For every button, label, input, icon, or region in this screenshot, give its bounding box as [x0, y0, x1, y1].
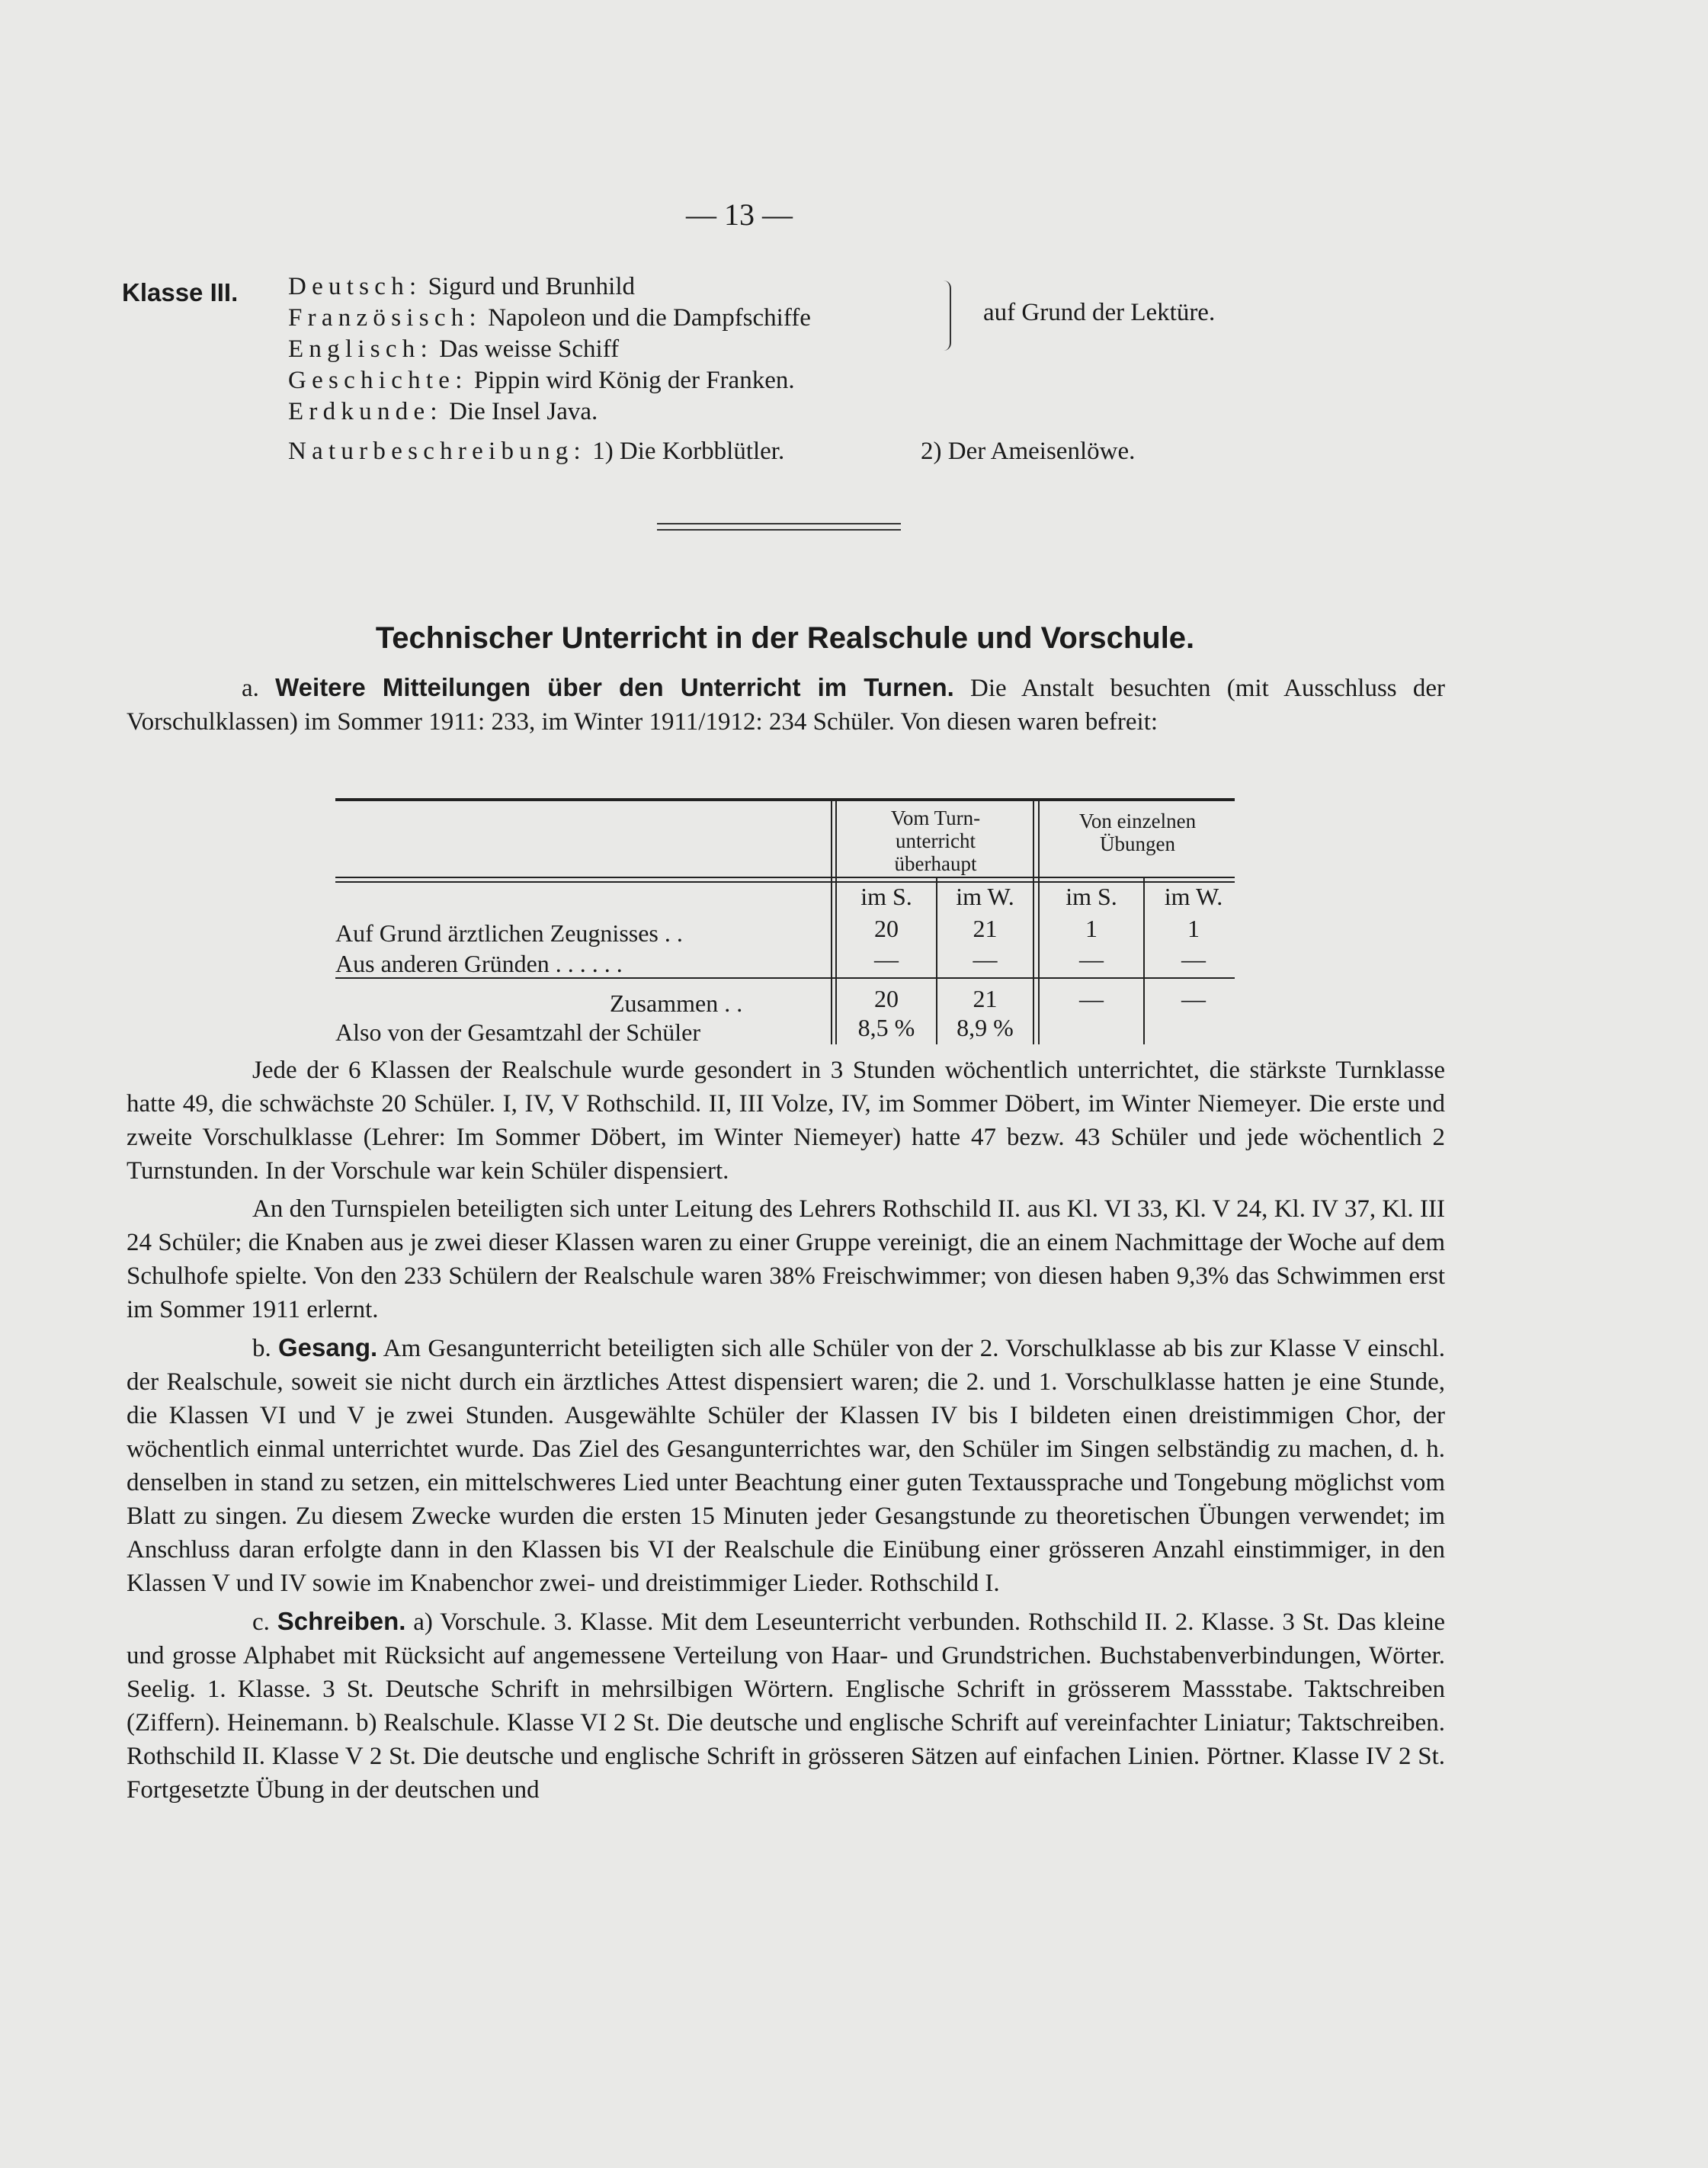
- table-cell: 21: [973, 985, 998, 1012]
- subject-topic: Napoleon und die Dampfschiffe: [488, 304, 811, 332]
- subject-topic: Pippin wird König der Franken.: [473, 367, 795, 394]
- gesang-text: Am Gesangunterricht beteiligten sich alle Schüler von der 2. Vorschulklasse ab bis zur Klasse V einschl. der Realschule, soweit sie nicht durch ein ärztliches Attest dispensiert waren; die 2. und 1. Vorschulklasse hatten je eine Stunde, die Klassen VI und V je zwei Stunden. Ausgewählte Schüler der Klassen IV bis I bildeten einen dreistimmigen Chor, der wöchentlich einmal unterrichtet wurde. Das Ziel des Gesangunterrichtes war, den Schüler im Singen selbständig zu machen, d. h. denselben in stand zu setzen, ein mittelschweres Lied unter Beachtung einer guten Textaussprache und Tongebung möglichst vom Blatt zu singen. Zu diesem Zwecke wurden die ersten 15 Minuten jeder Gesangstunde zu theoretischen Übungen verwendet; im Anschluss daran erfolgte dann in den Klassen bis VI der Realschule die Einübung einer grösseren Anzahl einstimmiger, in den Klassen V und IV sowie im Knabenchor zwei- und dreistimmiger Lieder. Rothschild I.: [127, 1335, 1446, 1597]
- table-cell: 1: [1187, 915, 1200, 942]
- table-cell: 1: [1085, 915, 1098, 942]
- table-cell: —: [1079, 985, 1104, 1012]
- paragraph-turnklassen: Jede der 6 Klassen der Realschule wurde gesondert in 3 Stunden wöchentlich unterrichtet, die stärkste Turnklasse hatte 49, die schwächste 20 Schüler. I, IV, V Rothschild. II, III Volze, IV, im Sommer Döbert, im Winter Niemeyer. Die erste und zweite Vorschulklasse (Lehrer: Im Sommer Döbert, im Winter Niemeyer) hatte 47 bezw. 43 Schüler und jede wöchentlich 2 Turnstunden. In der Vorschule war kein Schüler dispensiert.: [127, 1057, 1445, 1185]
- paragraph-turnspiele: An den Turnspielen beteiligten sich unter Leitung des Lehrers Rothschild II. aus Kl. VI 33, Kl. V 24, Kl. IV 37, Kl. III 24 Schüler; die Knaben aus je zwei dieser Klassen waren zu einer Gruppe vereinigt, die an einem Nachmittage der Woche auf dem Schulhofe spielte. Von den 233 Schülern der Realschule waren 38% Freischwimmer; von diesen haben 9,3% das Schwimmen erst im Sommer 1911 erlernt.: [127, 1195, 1445, 1323]
- subject-topic: Das weisse Schiff: [439, 335, 620, 363]
- brace: [942, 281, 951, 351]
- table-cell: 8,9 %: [957, 1014, 1014, 1041]
- subheader-cell: im W.: [956, 883, 1014, 910]
- row-label: Auf Grund ärztlichen Zeugnisses . .: [335, 919, 683, 947]
- subject-label: Englisch:: [288, 335, 433, 363]
- paragraph-gesang: [127, 1331, 1445, 1600]
- subject-topic: 1) Die Korbblütler.: [592, 438, 785, 465]
- page-number: — 13 —: [686, 197, 793, 232]
- subject-label: Deutsch:: [288, 273, 422, 300]
- table-sum-rule: [335, 977, 1235, 979]
- bracket-note: auf Grund der Lektüre.: [983, 299, 1216, 326]
- pct-label: Also von der Gesamtzahl der Schüler: [335, 1018, 700, 1046]
- table-cell: —: [973, 945, 998, 973]
- table-col-rule: [831, 798, 832, 1044]
- gesang-title: Gesang.: [277, 1333, 378, 1361]
- table-cell: —: [1181, 985, 1206, 1012]
- subject-label: Geschichte:: [288, 367, 468, 394]
- table-cell: 8,5 %: [857, 1014, 915, 1041]
- subheader-cell: im S.: [860, 883, 912, 910]
- table-cell: —: [1079, 945, 1104, 973]
- row-label: Aus anderen Gründen . . . . . .: [335, 950, 623, 977]
- subject-label: Französisch:: [288, 304, 482, 332]
- turnen-intro: [127, 671, 1445, 739]
- paragraph-schreiben: [127, 1605, 1445, 1807]
- section-marker: b.: [252, 1335, 271, 1362]
- table-top-rule: [335, 798, 1235, 801]
- group-header-turnunterricht: Vom Turn- unterricht überhaupt: [890, 807, 981, 875]
- klasse-line-englisch: [288, 334, 619, 364]
- naturbeschreibung-extra: 2) Der Ameisenlöwe.: [921, 438, 1136, 465]
- subject-topic: Sigurd und Brunhild: [428, 273, 635, 300]
- klasse-label: Klasse III.: [122, 278, 239, 306]
- turnen-title: Weitere Mitteilungen über den Unterricht im Turnen.: [275, 673, 954, 701]
- table-cell: 21: [973, 915, 998, 942]
- section-marker: c.: [252, 1608, 270, 1636]
- table-cell: 20: [874, 915, 899, 942]
- divider-rule: [657, 523, 901, 524]
- table-header-rule: [335, 877, 1235, 878]
- klasse-line-geschichte: [288, 365, 795, 396]
- subject-topic: Die Insel Java.: [449, 398, 598, 425]
- subject-label: Naturbeschreibung:: [288, 438, 586, 465]
- section-marker: a.: [242, 675, 259, 702]
- section-heading: Technischer Unterricht in der Realschule und Vorschule.: [375, 621, 1195, 655]
- divider-rule: [657, 529, 901, 531]
- turnen-intro-text: Die Anstalt besuchten (mit Ausschluss der Vorschulklassen) im Sommer 1911: 233, im Winter 1911/1912: 234 Schüler. Von diesen waren befreit:: [127, 675, 1446, 736]
- table-col-rule: [1033, 798, 1034, 1044]
- subheader-cell: im S.: [1065, 883, 1117, 910]
- table-cell: 20: [874, 985, 899, 1012]
- table-cell: —: [874, 945, 899, 973]
- subheader-cell: im W.: [1164, 883, 1223, 910]
- schreiben-text: a) Vorschule. 3. Klasse. Mit dem Leseunterricht verbunden. Rothschild II. 2. Klasse. 3 St. Das kleine und grosse Alphabet mit Rücksicht auf angemessene Verteilung von Haar- und Grundstrichen. Buchstabenverbindungen, Wörter. Seelig. 1. Klasse. 3 St. Deutsche Schrift in mehrsilbigen Wörtern. Englische Schrift in grösserem Massstabe. Taktschreiben (Ziffern). Heinemann. b) Realschule. Klasse VI 2 St. Die deutsche und englische Schrift auf vereinfachter Liniatur; Taktschreiben. Rothschild II. Klasse V 2 St. Die deutsche und englische Schrift in grösseren Sätzen auf einfachen Linien. Pörtner. Klasse IV 2 St. Fortgesetzte Übung in der deutschen und: [127, 1608, 1446, 1804]
- klasse-line-franzoesisch: [288, 303, 811, 333]
- klasse-line-naturbeschreibung: [288, 436, 784, 467]
- klasse-line-erdkunde: [288, 396, 598, 427]
- subject-label: Erdkunde:: [288, 398, 443, 425]
- sum-label: Zusammen . .: [610, 989, 743, 1017]
- schreiben-title: Schreiben.: [277, 1607, 406, 1635]
- table-cell: —: [1181, 945, 1206, 973]
- body-text: [127, 1054, 1445, 1807]
- group-header-einzelne-uebungen: Von einzelnen Übungen: [1078, 810, 1197, 855]
- klasse-line-deutsch: [288, 271, 635, 302]
